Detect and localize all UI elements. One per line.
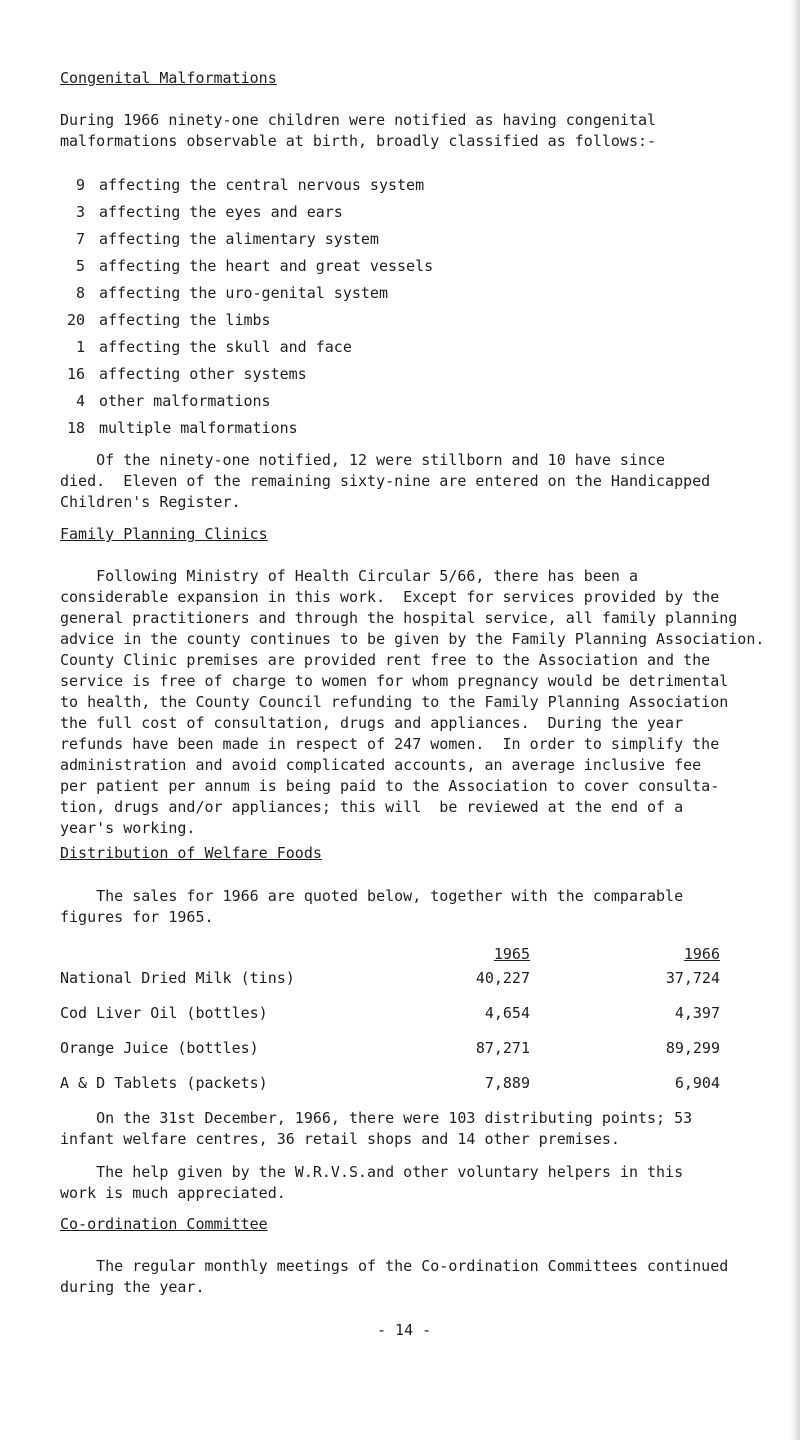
item-count: 7 [75, 230, 85, 248]
food-item: Orange Juice (bottles) [60, 1039, 259, 1057]
welfare-foods-heading: Distribution of Welfare Foods [60, 844, 322, 862]
food-item: National Dried Milk (tins) [60, 969, 295, 987]
list-item [60, 202, 433, 229]
help-note: The help given by the W.R.V.S.and other voluntary helpers in this work is much appreciated. [60, 1163, 684, 1202]
table-row [60, 1003, 720, 1038]
item-text: affecting the limbs [99, 311, 271, 329]
item-text: affecting the central nervous system [99, 176, 425, 194]
list-item [60, 229, 433, 256]
item-count: 5 [75, 257, 85, 275]
item-text: affecting the alimentary system [99, 230, 379, 248]
list-item [60, 391, 433, 418]
table-header [60, 944, 720, 968]
congenital-summary: Of the ninety-one notified, 12 were stillborn and 10 have since died. Eleven of the remaining sixty-nine are entered on the Handicapped Children's Register. [60, 451, 711, 511]
value-1965: 7,889 [484, 1074, 530, 1092]
value-1966: 4,397 [674, 1004, 720, 1022]
item-text: affecting the uro-genital system [99, 284, 388, 302]
value-1966: 37,724 [665, 969, 720, 987]
item-count: 20 [66, 311, 85, 329]
family-planning-heading: Family Planning Clinics [60, 525, 268, 543]
list-item [60, 175, 433, 202]
value-1965: 40,227 [475, 969, 530, 987]
item-count: 3 [75, 203, 85, 221]
page-number: - 14 - [377, 1321, 432, 1339]
column-header-1965: 1965 [493, 945, 530, 963]
item-count: 1 [75, 338, 85, 356]
item-count: 4 [75, 392, 85, 410]
distribution-note: On the 31st December, 1966, there were 103 distributing points; 53 infant welfare centres, 36 retail shops and 14 other premises. [60, 1109, 693, 1148]
list-item [60, 364, 433, 391]
table-row [60, 1073, 720, 1108]
coordination-heading: Co-ordination Committee [60, 1215, 268, 1233]
item-count: 8 [75, 284, 85, 302]
welfare-foods-intro: The sales for 1966 are quoted below, together with the comparable figures for 1965. [60, 887, 684, 926]
table-row [60, 968, 720, 1003]
item-count: 9 [75, 176, 85, 194]
table-row [60, 1038, 720, 1073]
congenital-intro: During 1966 ninety-one children were notified as having congenital malformations observable at birth, broadly classified as follows:- [60, 111, 657, 150]
coordination-body: The regular monthly meetings of the Co-ordination Committees continued during the year. [60, 1257, 729, 1296]
list-item [60, 310, 433, 337]
item-text: multiple malformations [99, 419, 298, 437]
food-item: Cod Liver Oil (bottles) [60, 1004, 268, 1022]
welfare-foods-table [60, 944, 720, 1108]
malformation-list [60, 175, 433, 445]
value-1966: 89,299 [665, 1039, 720, 1057]
list-item [60, 283, 433, 310]
scanned-page-edge [790, 0, 800, 1440]
item-text: affecting the eyes and ears [99, 203, 343, 221]
item-text: other malformations [99, 392, 271, 410]
congenital-heading: Congenital Malformations [60, 69, 277, 87]
value-1965: 4,654 [484, 1004, 530, 1022]
list-item [60, 256, 433, 283]
family-planning-body: Following Ministry of Health Circular 5/66, there has been a considerable expansion in this work. Except for services provided by the general practitioners and through the hospital service, all family planning advice in the county continues to be given by the Family Planning Association. County Clinic premises are provided rent free to the Association and the service is free of charge to women for whom pregnancy would be detrimental to health, the County Council refunding to the Family Planning Association the full cost of consultation, drugs and appliances. During the year refunds have been made in respect of 247 women. In order to simplify the administration and avoid complicated accounts, an average inclusive fee per patient per annum is being paid to the Association to cover consulta- tion, drugs and/or appliances; this will be reviewed at the end of a year's working. [60, 567, 765, 837]
item-text: affecting other systems [99, 365, 307, 383]
column-header-1966: 1966 [683, 945, 720, 963]
item-count: 18 [66, 419, 85, 437]
value-1966: 6,904 [674, 1074, 720, 1092]
value-1965: 87,271 [475, 1039, 530, 1057]
item-text: affecting the heart and great vessels [99, 257, 434, 275]
item-text: affecting the skull and face [99, 338, 352, 356]
list-item [60, 418, 433, 445]
item-count: 16 [66, 365, 85, 383]
food-item: A & D Tablets (packets) [60, 1074, 268, 1092]
list-item [60, 337, 433, 364]
